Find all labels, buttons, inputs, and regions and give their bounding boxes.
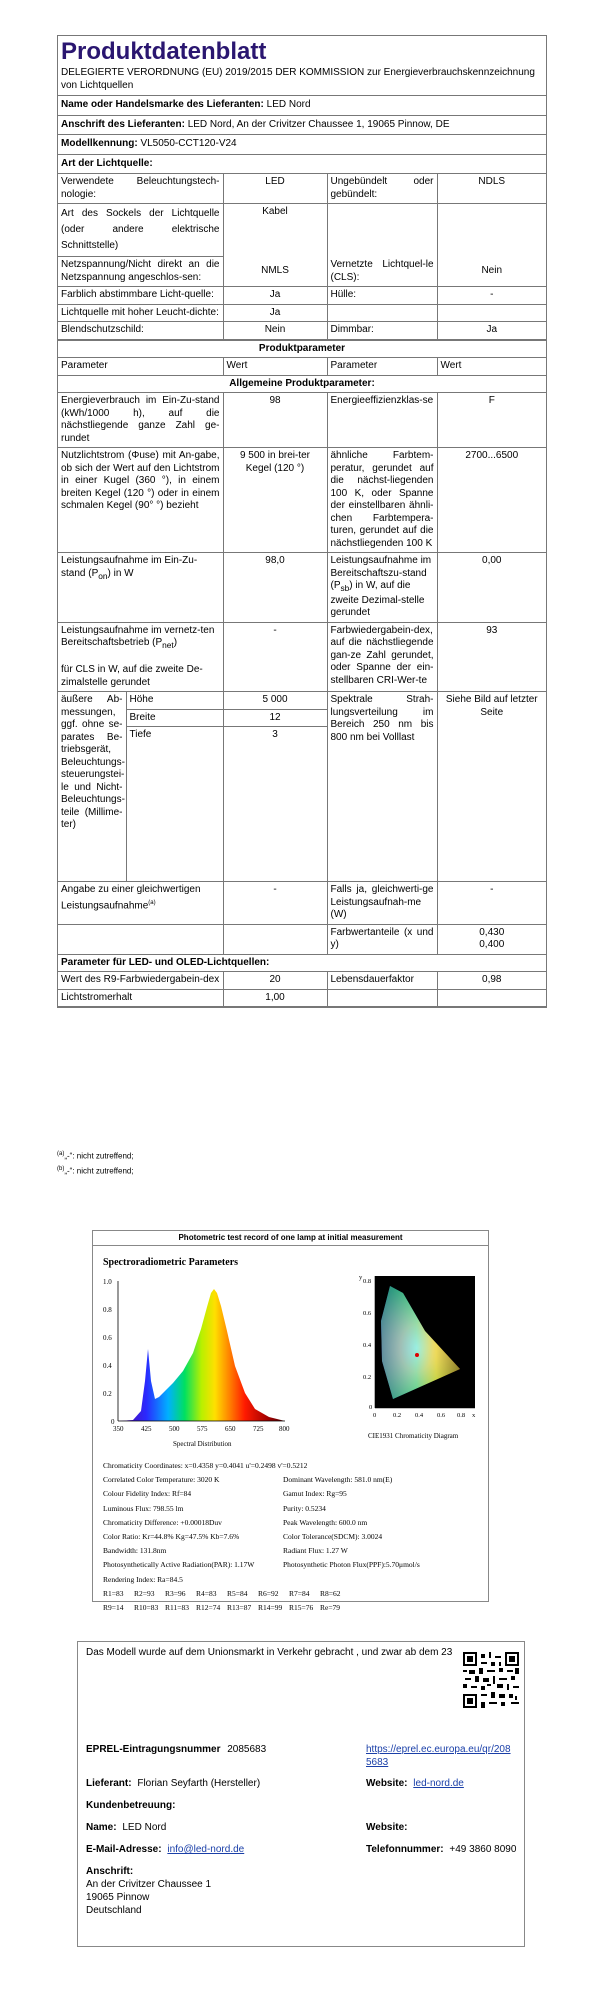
y-tick: 0.2 (363, 1374, 372, 1381)
email-label: E-Mail-Adresse: (86, 1844, 162, 1855)
x-tick: 500 (169, 1425, 180, 1433)
measurement-line: Luminous Flux: 798.55 lm Purity: 0.5234 (103, 1503, 326, 1513)
measurement-line: Bandwidth: 131.8nm Radiant Flux: 1.27 W (103, 1546, 348, 1556)
type-label: Hülle: (327, 287, 437, 305)
eprel-link[interactable]: https://eprel.ec.europa.eu/qr/2085683 (366, 1744, 511, 1768)
type-value: Nein (437, 257, 546, 287)
table-row (58, 972, 546, 990)
supplier-name-value: LED Nord (266, 99, 311, 110)
support-name-value: LED Nord (122, 1822, 167, 1833)
col-value-header: Wert (223, 358, 327, 376)
energy-value: 98 (223, 393, 327, 448)
regulation-text: DELEGIERTE VERORDNUNG (EU) 2019/2015 DER KOMMISSION zur Energieverbrauchskennzeichnung von Lichtquellen (61, 67, 535, 91)
email-row (86, 1844, 244, 1857)
measurement-lines (103, 1459, 483, 1615)
spd-label: Spektrale Strah-lungsverteilung im Bereich 250 nm bis 800 nm bei Volllast (327, 692, 437, 882)
y-tick: 0.2 (103, 1390, 112, 1398)
x-tick: 0.6 (437, 1412, 446, 1419)
general-heading: Allgemeine Produktparameter: (58, 375, 546, 393)
spectrum-area (118, 1289, 285, 1421)
r9-label: Wert des R9-Farbwiedergabein-dex (58, 972, 223, 990)
qr-code-icon (463, 1652, 519, 1708)
dimensions-label: äußere Ab-messungen, ggf. ohne se-parates Be-triebsgerät, Beleuchtungs-steuerungstei-le und Nicht-Beleuchtungs-teile (Millime-ter) (58, 692, 126, 882)
cct-label: ähnliche Farbtem-peratur, gerundet auf die nächst-liegenden 100 K, oder Spanne der einstellbaren ähnli-chen Farbtempera-turen, gerundet auf die nächstliegenden 100 K (327, 448, 437, 553)
website-row (366, 1778, 464, 1791)
chromaticity-point (415, 1353, 419, 1357)
y-tick: 0.8 (103, 1306, 112, 1314)
spectrum-chart (93, 1271, 293, 1446)
supplier-address-row (58, 115, 546, 135)
dim-height-value: 5 000 (223, 692, 327, 710)
measurement-line: Chromaticity Difference: +0.00018Duv Peak Wavelength: 600.0 nm (103, 1517, 368, 1527)
maintenance-label: Lichtstromerhalt (58, 989, 223, 1007)
table-row (58, 304, 546, 322)
col-param-header: Parameter (58, 358, 223, 376)
equiv-label: Angabe zu einer gleichwertigen Leistungsaufnahme$^{(a)}$ (58, 882, 223, 925)
address-line: Deutschland (86, 1905, 142, 1916)
address-line: 19065 Pinnow (86, 1892, 150, 1903)
supplier-label: Lieferant: (86, 1778, 132, 1789)
pon-label: Leistungsaufnahme im Ein-Zu-stand $(P_{on})$ in W (58, 553, 223, 623)
measurement-line: Photosynthetically Active Radiation(PAR): 1.17W Photosynthetic Photon Flux(PPF):5.70μmol/s (103, 1560, 420, 1570)
table-row (58, 882, 546, 925)
type-table (58, 173, 546, 340)
table-row (58, 989, 546, 1007)
table-header (58, 358, 546, 376)
rendering-row-2: R9=14 R10=83 R11=83 R12=74 R13=87 R14=99 R15=76 Re=79 (103, 1603, 341, 1613)
footnote-a: $^{(a)}$„-“: nicht zutreffend; (57, 1151, 134, 1161)
type-value (437, 304, 546, 322)
chroma-value: 0,430 0,400 (437, 924, 546, 954)
col-value-header: Wert (437, 358, 546, 376)
support-name-label: Name: (86, 1822, 117, 1833)
address-line: An der Crivitzer Chaussee 1 (86, 1879, 212, 1890)
support-website-label: Website: (366, 1822, 408, 1833)
type-value: LED (223, 174, 327, 204)
pon-value: 98,0 (223, 553, 327, 623)
r9-value: 20 (223, 972, 327, 990)
supplier-name-label: Name oder Handelsmarke des Lieferanten: (61, 99, 264, 110)
x-tick: x (472, 1412, 476, 1419)
table-row (58, 322, 546, 340)
supplier-row (86, 1778, 260, 1791)
table-row (58, 204, 546, 257)
product-datasheet (57, 35, 547, 1008)
table-row (58, 287, 546, 305)
supplier-address-label: Anschrift des Lieferanten: (61, 118, 185, 130)
photometric-record (92, 1230, 489, 1613)
y-axis-label: y (359, 1274, 363, 1281)
measurement-line: Correlated Color Temperature: 3020 K Dominant Wavelength: 581.0 nm(E) (103, 1475, 393, 1485)
cri-value: 93 (437, 622, 546, 692)
table-row (58, 393, 546, 448)
y-tick: 1.0 (103, 1278, 112, 1286)
table-row (58, 924, 546, 954)
type-heading: Art der Lichtquelle: (58, 154, 546, 174)
model-row (58, 134, 546, 154)
website-link[interactable]: led-nord.de (413, 1778, 464, 1789)
support-heading: Kundenbetreuung: (86, 1800, 176, 1811)
type-value (437, 204, 546, 257)
col-param-header: Parameter (327, 358, 437, 376)
email-link[interactable]: info@led-nord.de (167, 1844, 245, 1855)
type-label: Ungebündelt oder gebündelt: (327, 174, 437, 204)
type-value: Ja (223, 304, 327, 322)
cct-value: 2700...6500 (437, 448, 546, 553)
led-heading: Parameter für LED- und OLED-Lichtquellen: (58, 954, 546, 972)
eclass-value: F (437, 393, 546, 448)
params-heading: Produktparameter (58, 340, 546, 358)
table-row (58, 622, 546, 692)
type-value: NMLS (223, 257, 327, 287)
page-title: Produktdatenblatt (61, 38, 267, 65)
eprel-value: 2085683 (227, 1744, 267, 1755)
type-value: NDLS (437, 174, 546, 204)
x-tick: 0.8 (457, 1412, 466, 1419)
type-value: Kabel (223, 204, 327, 257)
measurement-line: Chromaticity Coordinates: x=0.4358 y=0.4041 u'=0.2498 v'=0.5212 (103, 1461, 308, 1470)
type-label (327, 304, 437, 322)
lifetime-label: Lebensdauerfaktor (327, 972, 437, 990)
type-label: Art des Sockels der Lichtquelle (oder andere elektrische Schnittstelle) (58, 204, 223, 257)
type-value: - (437, 287, 546, 305)
phone-value: +49 3860 8090 (449, 1844, 517, 1855)
type-label: Vernetzte Lichtquel-le (CLS): (327, 257, 437, 287)
dim-width-label: Breite (126, 709, 223, 727)
address-heading: Anschrift: (86, 1866, 134, 1877)
energy-label: Energieverbrauch im Ein-Zu-stand (kWh/1000 h), auf die nächstliegende ganze Zahl ge-rundet (58, 393, 223, 448)
market-intro: Das Modell wurde auf dem Unionsmarkt in Verkehr gebracht , und zwar ab dem 23 (86, 1647, 453, 1658)
type-value: Nein (223, 322, 327, 340)
spectrum-caption: Spectral Distribution (173, 1440, 232, 1448)
equiv-value: - (223, 882, 327, 925)
y-tick: 0 (369, 1404, 373, 1411)
type-label: Farblich abstimmbare Licht-quelle: (58, 287, 223, 305)
type-label: Verwendete Beleuchtungstech-nologie: (58, 174, 223, 204)
supplier-name-row (58, 95, 546, 115)
y-tick: 0 (111, 1418, 115, 1426)
spd-value: Siehe Bild auf letzter Seite (437, 692, 546, 882)
dim-depth-value: 3 (223, 727, 327, 882)
type-value: Ja (223, 287, 327, 305)
dim-depth-label: Tiefe (126, 727, 223, 882)
eprel-row (86, 1744, 266, 1757)
table-row (58, 553, 546, 623)
y-tick: 0.4 (103, 1362, 112, 1370)
type-label: Blendschutzschild: (58, 322, 223, 340)
psb-label: Leistungsaufnahme im Bereitschaftszu-stand $(P_{sb})$ in W, auf die zweite Dezimal-stelle gerundet (327, 553, 437, 623)
measurement-line: Rendering Index: Ra=84.5 (103, 1574, 183, 1584)
cri-label: Farbwiedergabein-dex, auf die nächstliegende gan-ze Zahl gerundet, oder Spanne der ein-stellbaren CRI-Wer-te (327, 622, 437, 692)
cie-diagram (355, 1271, 480, 1436)
supplier-address-value: LED Nord, An der Crivitzer Chaussee 1, 19065 Pinnow, DE (187, 118, 450, 130)
x-tick: 0.4 (415, 1412, 424, 1419)
cie-caption: CIE1931 Chromaticity Diagram (368, 1432, 459, 1440)
type-label: Netzspannung/Nicht direkt an die Netzspannung angeschlos-sen: (58, 257, 223, 287)
x-tick: 725 (253, 1425, 264, 1433)
measurement-line: Colour Fidelity Index: Rf=84 Gamut Index: Rg=95 (103, 1489, 347, 1499)
lifetime-value: 0,98 (437, 972, 546, 990)
footnotes (57, 1148, 134, 1177)
model-label: Modellkennung: (61, 138, 138, 149)
type-label: Lichtquelle mit hoher Leucht-dichte: (58, 304, 223, 322)
table-row (58, 692, 546, 710)
pnet-label: Leistungsaufnahme im vernetz-ten Bereitschaftsbetrieb $(P_{net})$ für CLS in W, auf die zweite De-zimalstelle gerundet (58, 622, 223, 692)
measurement-line: Color Ratio: Kr=44.8% Kg=47.5% Kb=7.6% Color Tolerance(SDCM): 3.0024 (103, 1532, 383, 1542)
equiv-power-value: - (437, 882, 546, 925)
support-name-row (86, 1822, 166, 1835)
x-tick: 575 (197, 1425, 208, 1433)
psb-value: 0,00 (437, 553, 546, 623)
supplier-value: Florian Seyfarth (Hersteller) (137, 1778, 261, 1789)
y-tick: 0.6 (363, 1310, 372, 1317)
model-value: VL5050-CCT120-V24 (140, 138, 237, 149)
footnote-b: $^{(b)}$„-“: nicht zutreffend; (57, 1165, 134, 1176)
y-tick: 0.4 (363, 1342, 372, 1349)
rendering-row-1: R1=83 R2=93 R3=96 R4=83 R5=84 R6=92 R7=84 R8=62 (103, 1588, 341, 1598)
flux-label: Nutzlichtstrom (Φuse) mit An-gabe, ob sich der Wert auf den Lichtstrom in einer Kugel (360 °), in einem breiten Kegel (120 °) oder in einem schmalen Kegel (90° °) bezieht (58, 448, 223, 553)
eprel-label: EPREL-Eintragungsnummer (86, 1744, 221, 1755)
type-label: Dimmbar: (327, 322, 437, 340)
eclass-label: Energieeffizienzklas-se (327, 393, 437, 448)
y-tick: 0.6 (103, 1334, 112, 1342)
dim-width-value: 12 (223, 709, 327, 727)
website-label: Website: (366, 1778, 408, 1789)
maintenance-value: 1,00 (223, 989, 327, 1007)
phone-row (366, 1844, 516, 1857)
section-title: Spectroradiometric Parameters (103, 1257, 239, 1268)
x-tick: 350 (113, 1425, 124, 1433)
chroma-label: Farbwertanteile (x und y) (327, 924, 437, 954)
table-row (58, 448, 546, 553)
pnet-value: - (223, 622, 327, 692)
params-table (58, 340, 546, 1008)
table-row (58, 257, 546, 287)
equiv-power-label: Falls ja, gleichwerti-ge Leistungsaufnah-me (W) (327, 882, 437, 925)
x-tick: 650 (225, 1425, 236, 1433)
flux-value: 9 500 in brei-ter Kegel (120 °) (223, 448, 327, 553)
phone-label: Telefonnummer: (366, 1844, 444, 1855)
x-tick: 425 (141, 1425, 152, 1433)
photometric-title: Photometric test record of one lamp at initial measurement (178, 1233, 403, 1242)
registration-box (77, 1641, 525, 1947)
x-tick: 0.2 (393, 1412, 402, 1419)
x-tick: 800 (279, 1425, 290, 1433)
y-tick: 0.8 (363, 1278, 372, 1285)
table-row (58, 174, 546, 204)
dim-height-label: Höhe (126, 692, 223, 710)
type-value: Ja (437, 322, 546, 340)
type-label (327, 204, 437, 257)
x-tick: 0 (373, 1412, 377, 1419)
